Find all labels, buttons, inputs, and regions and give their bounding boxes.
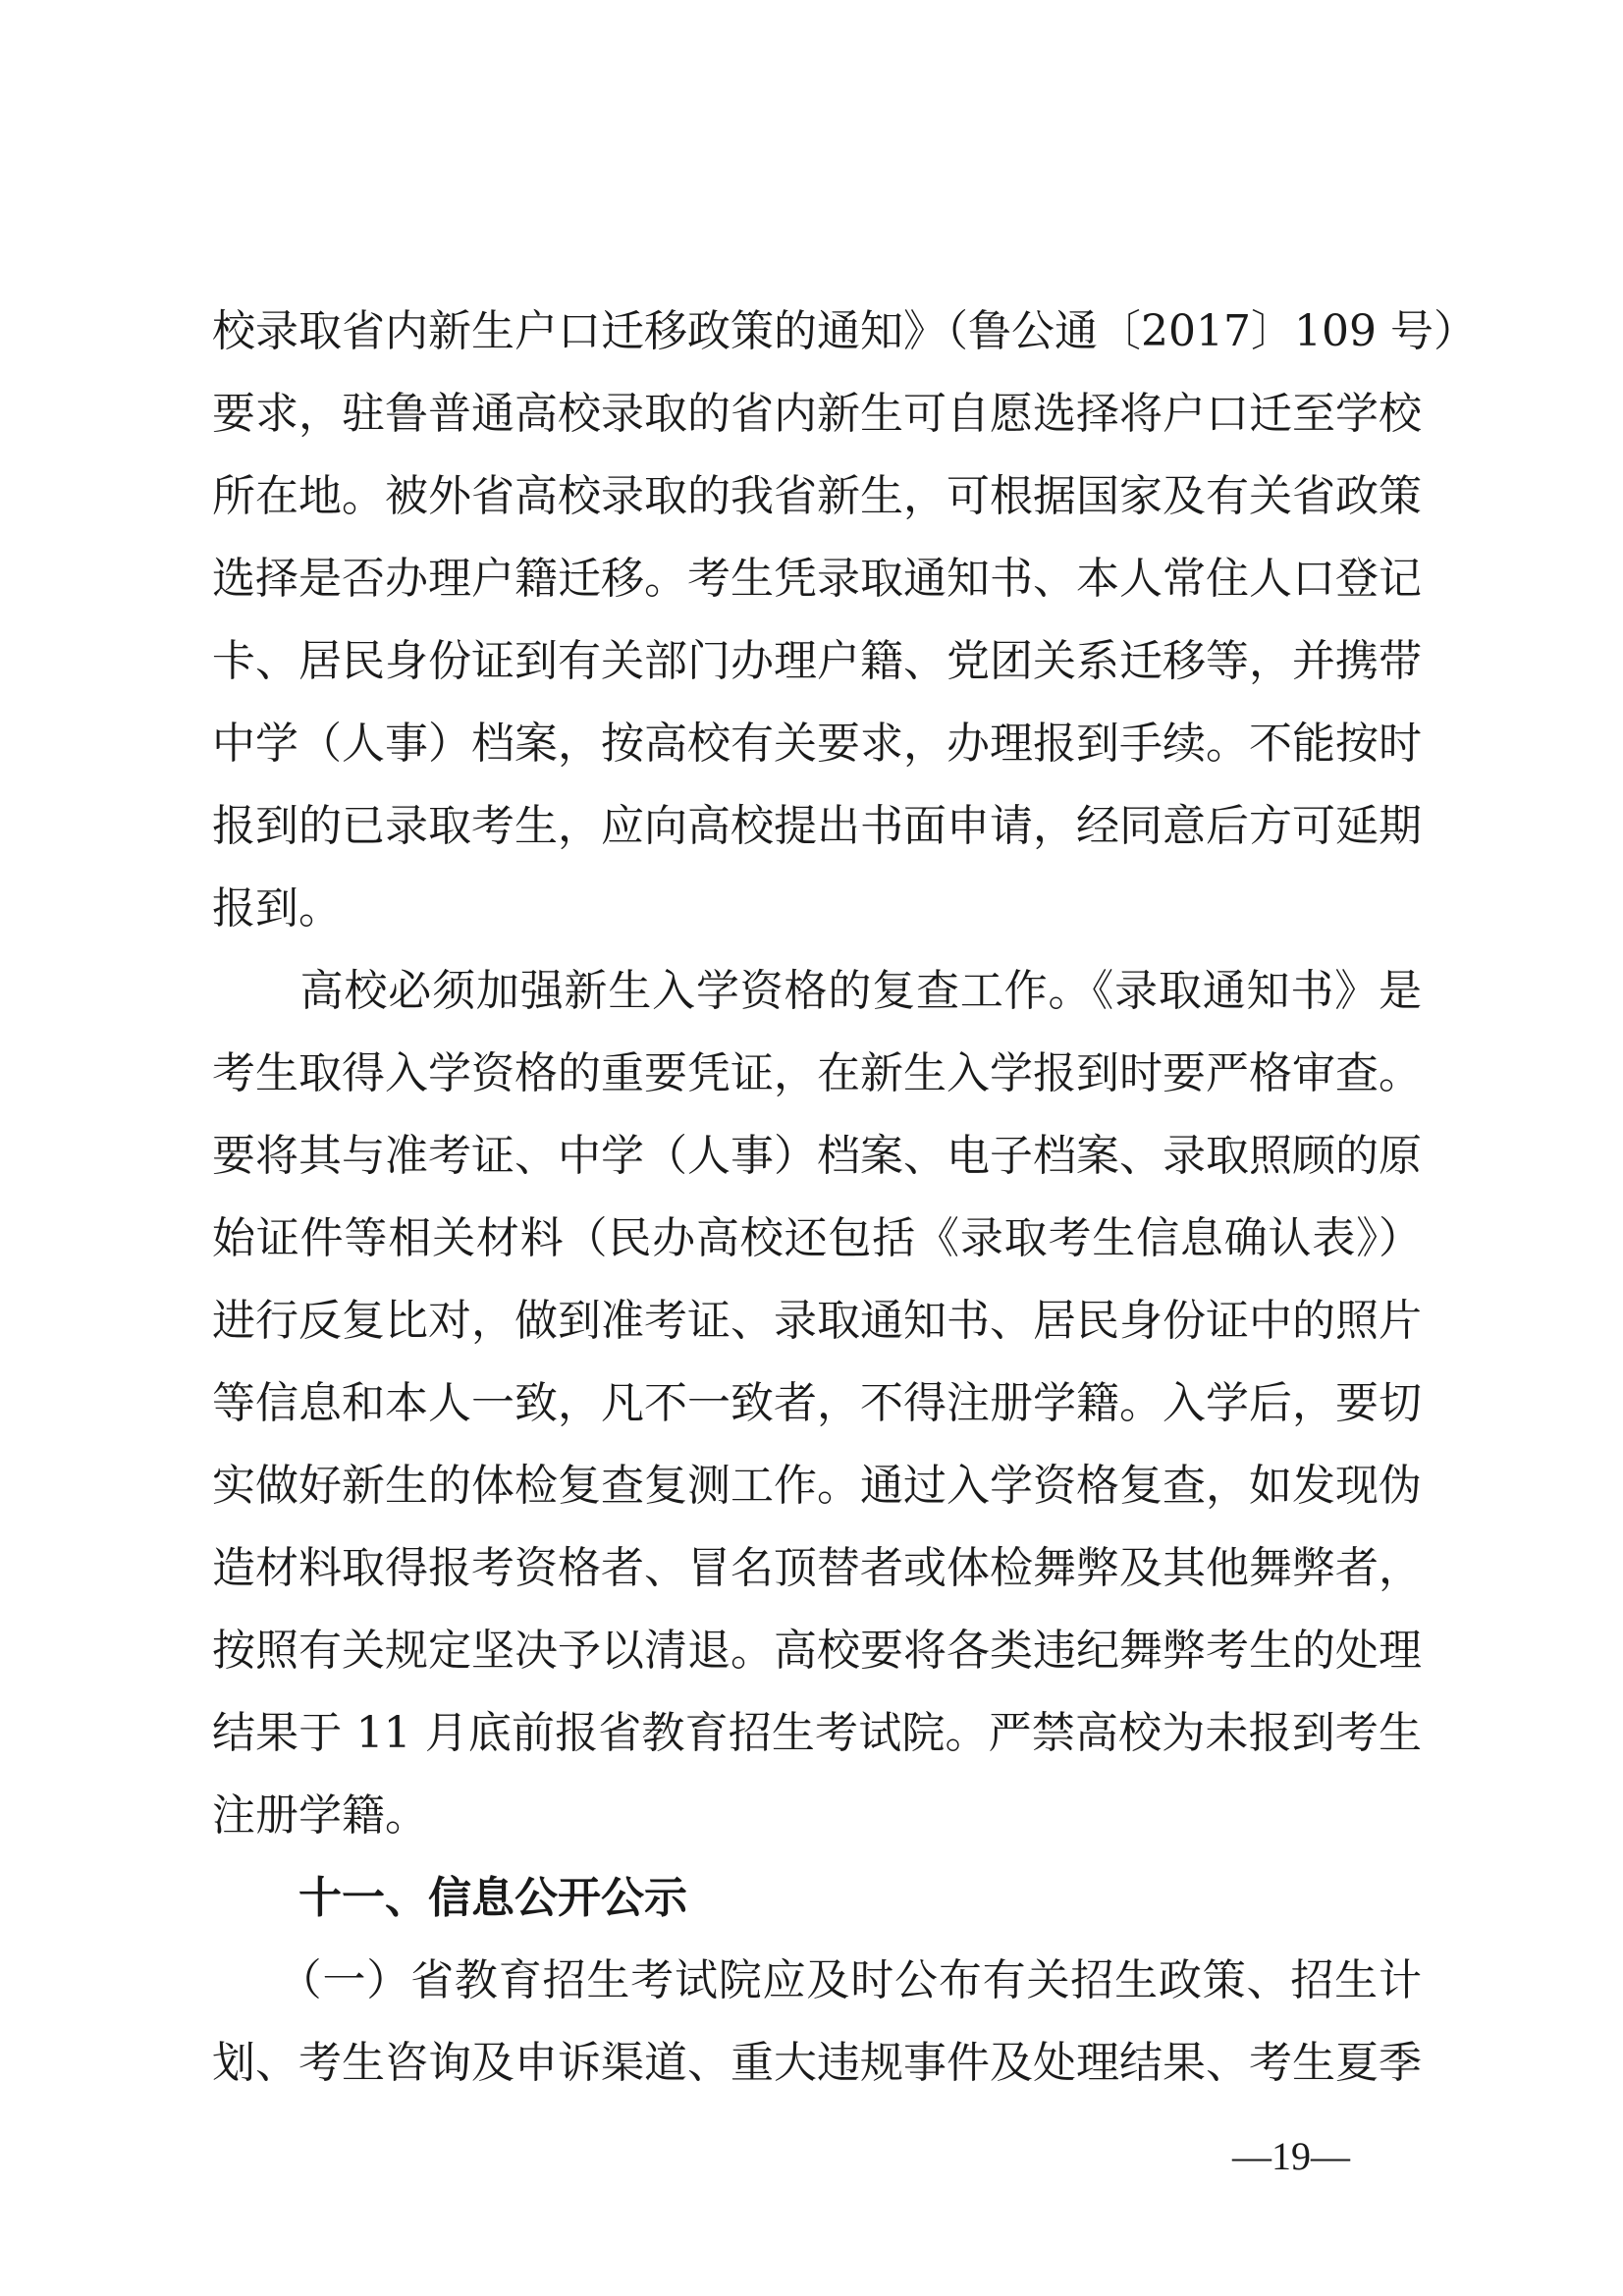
page-number: —19— bbox=[1232, 2134, 1350, 2178]
text-line: 考生取得入学资格的重要凭证，在新生入学报到时要严格审查。 bbox=[212, 1048, 1422, 1098]
text-line: 始证件等相关材料（民办高校还包括《录取考生信息确认表》） bbox=[212, 1213, 1422, 1263]
section-heading: 十一、信息公开公示 bbox=[212, 1873, 687, 1923]
text-line: 选择是否办理户籍迁移。考生凭录取通知书、本人常住人口登记 bbox=[212, 554, 1422, 604]
body-text bbox=[212, 291, 1477, 2105]
text-line: 报到。 bbox=[212, 883, 342, 934]
text-line: 校录取省内新生户口迁移政策的通知》（鲁公通〔2017〕109 号） bbox=[212, 306, 1477, 356]
text-line: 进行反复比对，做到准考证、录取通知书、居民身份证中的照片 bbox=[212, 1296, 1422, 1346]
text-line: 实做好新生的体检复查复测工作。通过入学资格复查，如发现伪 bbox=[212, 1461, 1422, 1511]
text-line: 报到的已录取考生，应向高校提出书面申请，经同意后方可延期 bbox=[212, 801, 1422, 851]
text-line: 等信息和本人一致，凡不一致者，不得注册学籍。入学后，要切 bbox=[212, 1378, 1422, 1428]
paragraph-information-disclosure bbox=[212, 1940, 1422, 2105]
text-line: 要求，驻鲁普通高校录取的省内新生可自愿选择将户口迁至学校 bbox=[212, 389, 1422, 439]
text-line: 注册学籍。 bbox=[212, 1790, 428, 1841]
text-line: 要将其与准考证、中学（人事）档案、电子档案、录取照顾的原 bbox=[212, 1131, 1422, 1181]
text-line: 高校必须加强新生入学资格的复查工作。《录取通知书》是 bbox=[212, 966, 1422, 1016]
paragraph-enrollment-review bbox=[212, 950, 1422, 1857]
text-line: 结果于 11 月底前报省教育招生考试院。严禁高校为未报到考生 bbox=[212, 1708, 1422, 1758]
text-line: 中学（人事）档案，按高校有关要求，办理报到手续。不能按时 bbox=[212, 719, 1422, 769]
text-line: 卡、居民身份证到有关部门办理户籍、党团关系迁移等，并携带 bbox=[212, 636, 1422, 686]
text-line: 所在地。被外省高校录取的我省新生，可根据国家及有关省政策 bbox=[212, 471, 1422, 521]
paragraph-household-registration bbox=[212, 291, 1477, 950]
text-line: 造材料取得报考资格者、冒名顶替者或体检舞弊及其他舞弊者， bbox=[212, 1543, 1422, 1593]
text-line: 按照有关规定坚决予以清退。高校要将各类违纪舞弊考生的处理 bbox=[212, 1626, 1422, 1676]
text-line: 划、考生咨询及申诉渠道、重大违规事件及处理结果、考生夏季 bbox=[212, 2038, 1422, 2088]
text-line: （一）省教育招生考试院应及时公布有关招生政策、招生计 bbox=[212, 1955, 1422, 2005]
